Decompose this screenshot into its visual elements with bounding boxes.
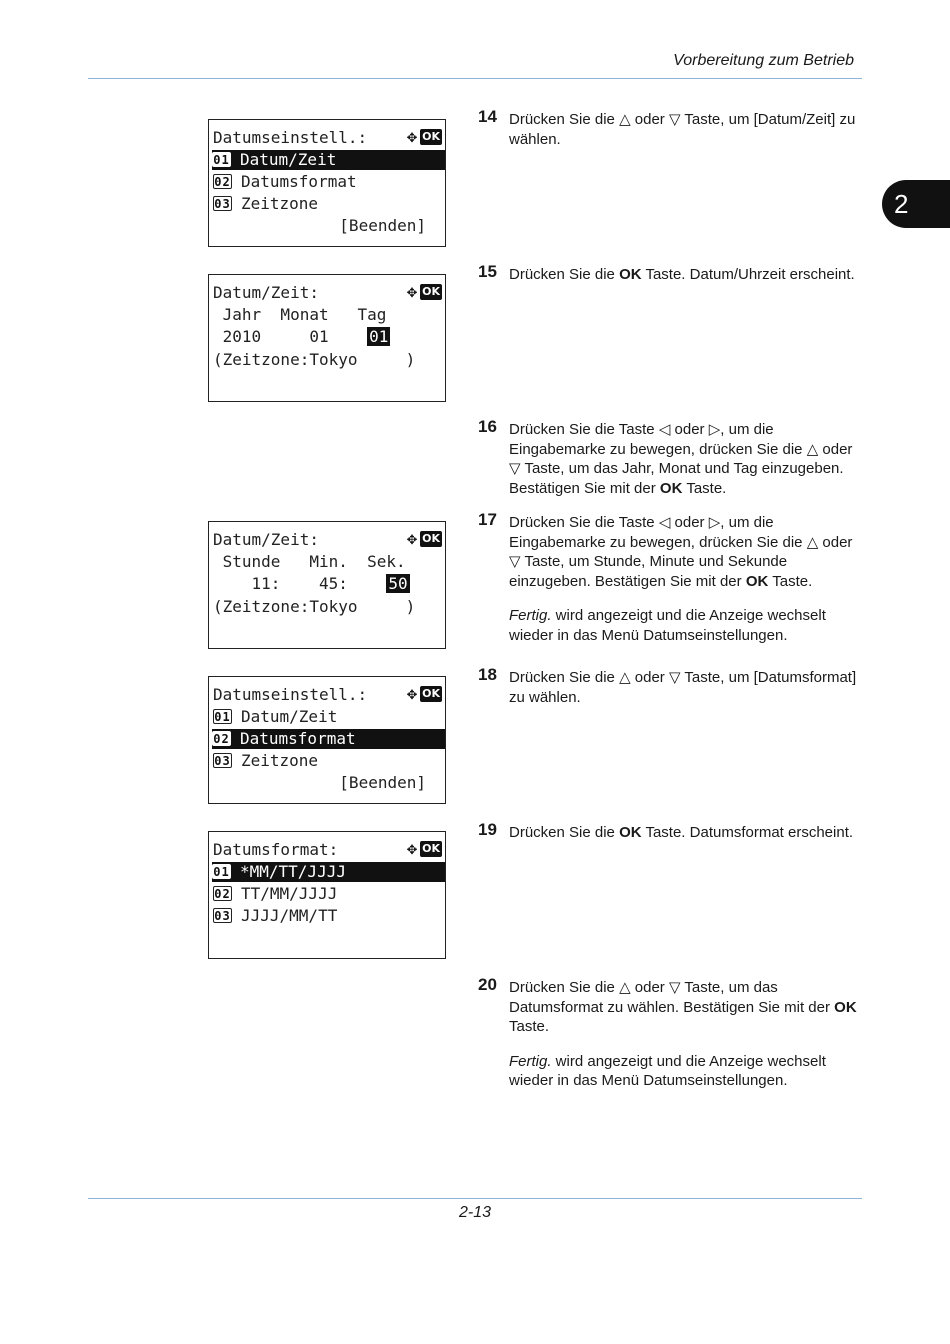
right-arrow-icon: ▷	[708, 421, 721, 438]
lcd-field-values	[213, 327, 445, 347]
lcd-timezone: (Zeitzone:Tokyo )	[213, 597, 416, 616]
lcd-field-values	[213, 574, 445, 594]
lcd-title: Datumseinstell.:	[213, 685, 368, 704]
footer-rule	[88, 1198, 862, 1199]
lcd-menu-item-selected	[212, 729, 445, 749]
item-number-badge: 01	[213, 153, 230, 167]
step-number: 16	[478, 417, 497, 436]
item-number-badge: 02	[214, 175, 231, 189]
up-arrow-icon: △	[619, 111, 631, 128]
lcd-menu-item-label: Zeitzone	[241, 751, 319, 770]
header-title: Vorbereitung zum Betrieb	[673, 52, 854, 69]
lcd-menu-item-label: *MM/TT/JJJJ	[240, 862, 346, 881]
lcd-icons	[407, 840, 442, 858]
lcd-icons	[407, 685, 442, 703]
down-arrow-icon: ▽	[668, 111, 681, 128]
step-number: 14	[478, 107, 497, 126]
step-note: Fertig. wird angezeigt und die Anzeige wechselt wieder in das Menü Datumseinstellungen.	[509, 1052, 826, 1089]
lcd-menu-item	[213, 751, 445, 771]
lcd-screen-date-settings-2	[208, 676, 446, 804]
lcd-menu-item	[213, 906, 445, 926]
down-arrow-icon: ▽	[668, 979, 681, 996]
down-arrow-icon: ▽	[668, 669, 681, 686]
lcd-menu-item	[213, 194, 445, 214]
item-number-badge: 03	[214, 197, 231, 211]
header-rule	[88, 78, 862, 79]
step-number: 19	[478, 820, 497, 839]
item-number-badge: 02	[214, 887, 231, 901]
ok-key-label: OK	[834, 998, 857, 1016]
up-arrow-icon: △	[619, 979, 631, 996]
lcd-menu-item-label: Datum/Zeit	[241, 707, 338, 726]
step-20	[478, 975, 863, 1091]
down-arrow-icon: ▽	[509, 460, 521, 477]
lcd-screen-time	[208, 521, 446, 649]
status-word: Fertig.	[509, 607, 552, 624]
step-text: Drücken Sie die △ oder ▽ Taste, um [Datum/Zeit] zu wählen.	[509, 111, 856, 148]
ok-key-label: OK	[659, 479, 683, 497]
lcd-menu-item-selected	[212, 862, 445, 882]
lcd-exit-option: [Beenden]	[339, 216, 426, 235]
ok-icon: OK	[422, 842, 440, 855]
lcd-field-labels: Jahr Monat Tag	[213, 305, 387, 324]
ok-icon: OK	[422, 532, 440, 545]
right-arrow-icon: ▷	[708, 514, 721, 531]
dpad-icon: ✥	[406, 282, 418, 302]
step-15	[478, 262, 863, 285]
step-text: Drücken Sie die △ oder ▽ Taste, um das Datumsformat zu wählen. Bestätigen Sie mit der OK Taste.	[509, 979, 857, 1035]
ok-icon: OK	[422, 285, 440, 298]
dpad-icon: ✥	[406, 127, 418, 147]
lcd-title: Datum/Zeit:	[213, 283, 319, 302]
step-17	[478, 510, 863, 645]
lcd-title: Datum/Zeit:	[213, 530, 319, 549]
item-number-badge: 02	[213, 732, 230, 746]
lcd-menu-item-label: Zeitzone	[241, 194, 319, 213]
page-number: 2-13	[458, 1204, 492, 1221]
item-number-badge: 01	[213, 865, 230, 879]
step-text: Drücken Sie die OK Taste. Datumsformat erscheint.	[509, 824, 854, 841]
lcd-menu-item-label: TT/MM/JJJJ	[241, 884, 338, 903]
lcd-menu-item-selected	[212, 150, 445, 170]
lcd-menu-item-label: JJJJ/MM/TT	[241, 906, 338, 925]
lcd-timezone: (Zeitzone:Tokyo )	[213, 350, 416, 369]
down-arrow-icon: ▽	[509, 553, 521, 570]
item-number-badge: 03	[214, 754, 231, 768]
dpad-icon: ✥	[406, 839, 418, 859]
step-19	[478, 820, 863, 843]
up-arrow-icon: △	[619, 669, 631, 686]
lcd-icons	[407, 128, 442, 146]
lcd-title: Datumsformat:	[213, 840, 339, 859]
lcd-field-labels: Stunde Min. Sek.	[213, 552, 406, 571]
lcd-menu-item	[213, 707, 445, 727]
lcd-values-text: 2010 01	[213, 327, 368, 346]
lcd-screen-date-format	[208, 831, 446, 959]
lcd-cursor-value: 01	[369, 327, 389, 346]
step-number: 17	[478, 510, 497, 529]
ok-icon: OK	[422, 130, 440, 143]
step-number: 15	[478, 262, 497, 281]
lcd-menu-item	[213, 172, 445, 192]
step-18	[478, 665, 863, 707]
ok-key-label: OK	[619, 824, 642, 841]
ok-icon: OK	[422, 687, 440, 700]
lcd-menu-item	[213, 884, 445, 904]
lcd-screen-date-settings-1	[208, 119, 446, 247]
ok-key-label: OK	[619, 266, 642, 283]
ok-key-label: OK	[745, 572, 769, 590]
step-number: 18	[478, 665, 497, 684]
step-text: Drücken Sie die Taste ◁ oder ▷, um die Eingabemarke zu bewegen, drücken Sie die △ oder ▽ Taste, um das Jahr, Monat und Tag einzugeben. Bestätigen Sie mit der OK Taste.	[509, 421, 853, 497]
step-text: Drücken Sie die Taste ◁ oder ▷, um die Eingabemarke zu bewegen, drücken Sie die △ oder ▽ Taste, um Stunde, Minute und Sekunde einzugeben. Bestätigen Sie mit der OK Taste.	[509, 514, 853, 590]
dpad-icon: ✥	[406, 684, 418, 704]
left-arrow-icon: ◁	[658, 514, 671, 531]
step-number: 20	[478, 975, 497, 994]
lcd-menu-item-label: Datumsformat	[240, 729, 356, 748]
lcd-exit-option: [Beenden]	[339, 773, 426, 792]
lcd-title: Datumseinstell.:	[213, 128, 368, 147]
lcd-icons	[407, 283, 442, 301]
chapter-tab: 2	[882, 180, 950, 228]
item-number-badge: 03	[214, 909, 231, 923]
lcd-icons	[407, 530, 442, 548]
step-text: Drücken Sie die △ oder ▽ Taste, um [Datumsformat] zu wählen.	[509, 669, 857, 706]
step-14	[478, 107, 863, 149]
left-arrow-icon: ◁	[658, 421, 671, 438]
lcd-menu-item-label: Datumsformat	[241, 172, 357, 191]
step-note: Fertig. wird angezeigt und die Anzeige wechselt wieder in das Menü Datumseinstellungen.	[509, 607, 826, 644]
lcd-menu-item-label: Datum/Zeit	[240, 150, 337, 169]
dpad-icon: ✥	[406, 529, 418, 549]
step-16	[478, 417, 863, 498]
status-word: Fertig.	[509, 1052, 552, 1070]
step-text: Drücken Sie die OK Taste. Datum/Uhrzeit erscheint.	[509, 266, 855, 283]
lcd-values-text: 11: 45:	[213, 574, 387, 593]
up-arrow-icon: △	[806, 440, 819, 458]
lcd-screen-date	[208, 274, 446, 402]
lcd-cursor-value: 50	[388, 574, 408, 593]
item-number-badge: 01	[214, 710, 231, 724]
up-arrow-icon: △	[806, 533, 819, 551]
